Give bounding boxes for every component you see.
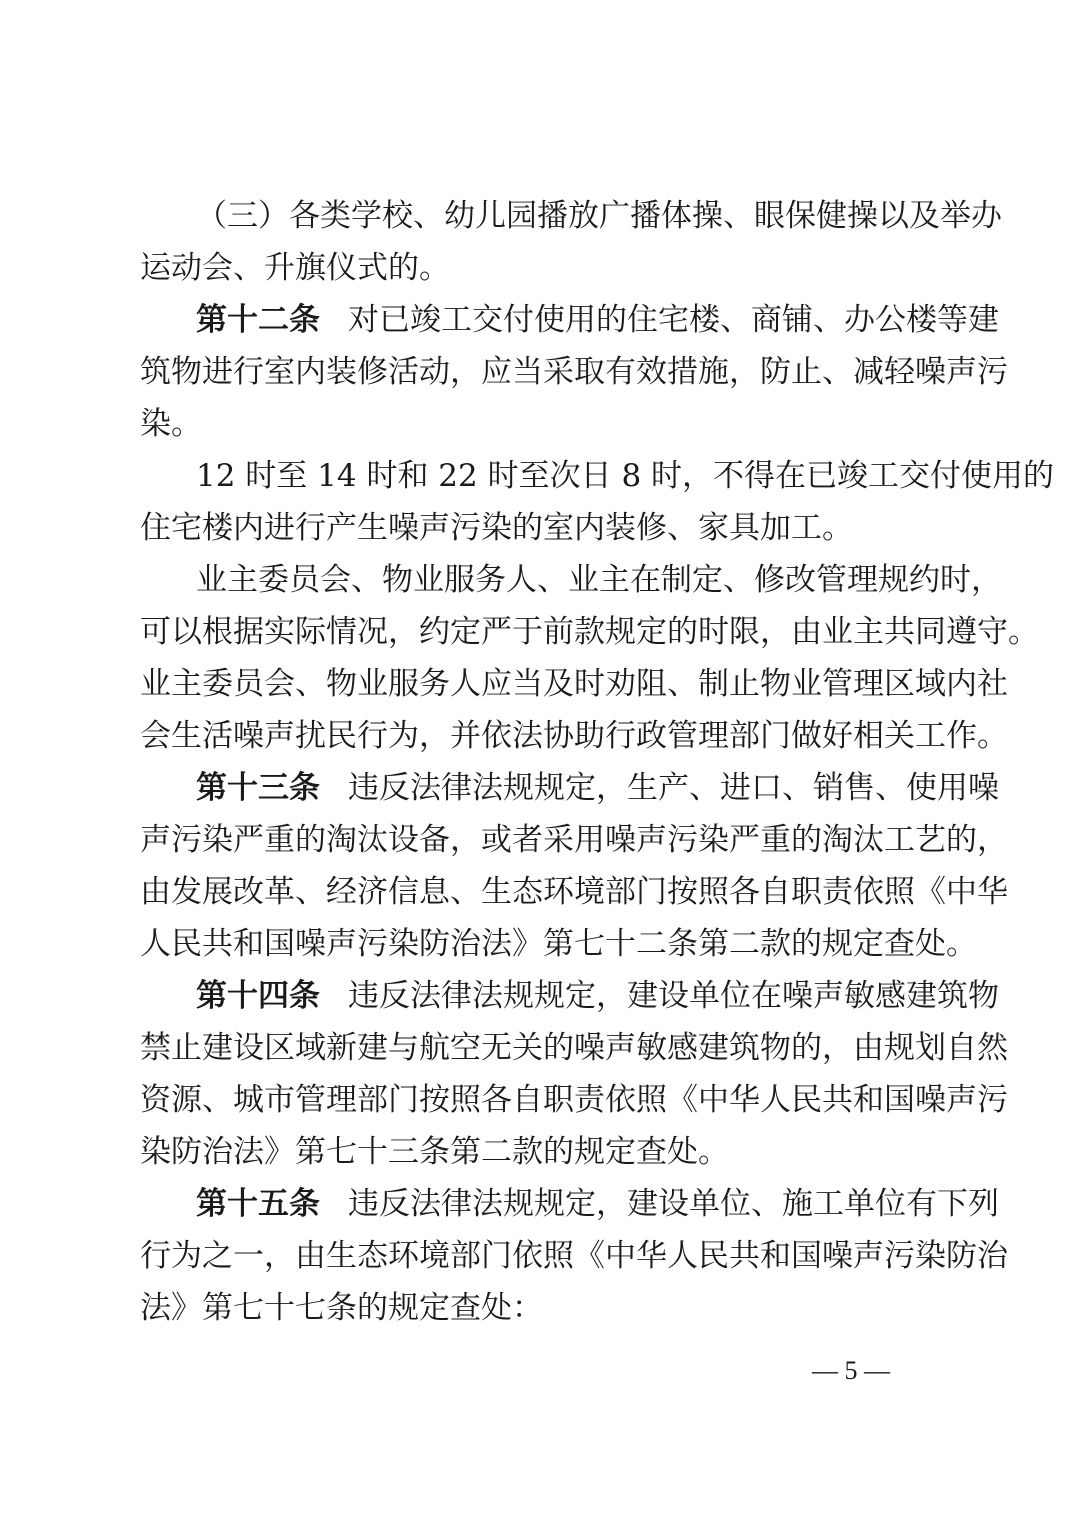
paragraph-line: 资源、城市管理部门按照各自职责依照《中华人民共和国噪声污 [140, 1082, 1008, 1118]
paragraph-text: 违反法律法规规定，生产、进口、销售、使用噪 [348, 770, 999, 806]
paragraph-line: 染防治法》第七十三条第二款的规定查处。 [140, 1134, 729, 1170]
paragraph-line: 12 时至 14 时和 22 时至次日 8 时，不得在已竣工交付使用的 [196, 458, 1055, 494]
paragraph-line: （三）各类学校、幼儿园播放广播体操、眼保健操以及举办 [196, 198, 1002, 234]
article-heading: 第十二条 [196, 302, 320, 338]
paragraph-line: 筑物进行室内装修活动，应当采取有效措施，防止、减轻噪声污 [140, 354, 1008, 390]
paragraph-text: 违反法律法规规定，建设单位在噪声敏感建筑物 [348, 978, 999, 1014]
paragraph-line: 会生活噪声扰民行为，并依法协助行政管理部门做好相关工作。 [140, 718, 1008, 754]
article-heading: 第十五条 [196, 1186, 320, 1222]
paragraph-line: 业主委员会、物业服务人应当及时劝阻、制止物业管理区域内社 [140, 666, 1008, 702]
paragraph-line: 住宅楼内进行产生噪声污染的室内装修、家具加工。 [140, 510, 853, 546]
page-number: — 5 — [812, 1356, 890, 1385]
paragraph-line: 声污染严重的淘汰设备，或者采用噪声污染严重的淘汰工艺的， [140, 822, 1008, 858]
paragraph-text: 对已竣工交付使用的住宅楼、商铺、办公楼等建 [348, 302, 999, 338]
article-15-first-line [196, 1184, 999, 1224]
article-13-first-line [196, 768, 999, 808]
article-heading: 第十四条 [196, 978, 320, 1014]
paragraph-line: 行为之一，由生态环境部门依照《中华人民共和国噪声污染防治 [140, 1238, 1008, 1274]
paragraph-line: 禁止建设区域新建与航空无关的噪声敏感建筑物的，由规划自然 [140, 1030, 1008, 1066]
article-14-first-line [196, 976, 999, 1016]
paragraph-line: 染。 [140, 406, 202, 442]
article-12-first-line [196, 300, 999, 340]
article-heading: 第十三条 [196, 770, 320, 806]
paragraph-line: 由发展改革、经济信息、生态环境部门按照各自职责依照《中华 [140, 874, 1008, 910]
paragraph-line: 人民共和国噪声污染防治法》第七十二条第二款的规定查处。 [140, 926, 977, 962]
paragraph-text: 违反法律法规规定，建设单位、施工单位有下列 [348, 1186, 999, 1222]
paragraph-line: 法》第七十七条的规定查处： [140, 1290, 543, 1326]
paragraph-line: 运动会、升旗仪式的。 [140, 250, 450, 286]
paragraph-line: 可以根据实际情况，约定严于前款规定的时限，由业主共同遵守。 [140, 614, 1039, 650]
paragraph-line: 业主委员会、物业服务人、业主在制定、修改管理规约时， [196, 562, 1002, 598]
